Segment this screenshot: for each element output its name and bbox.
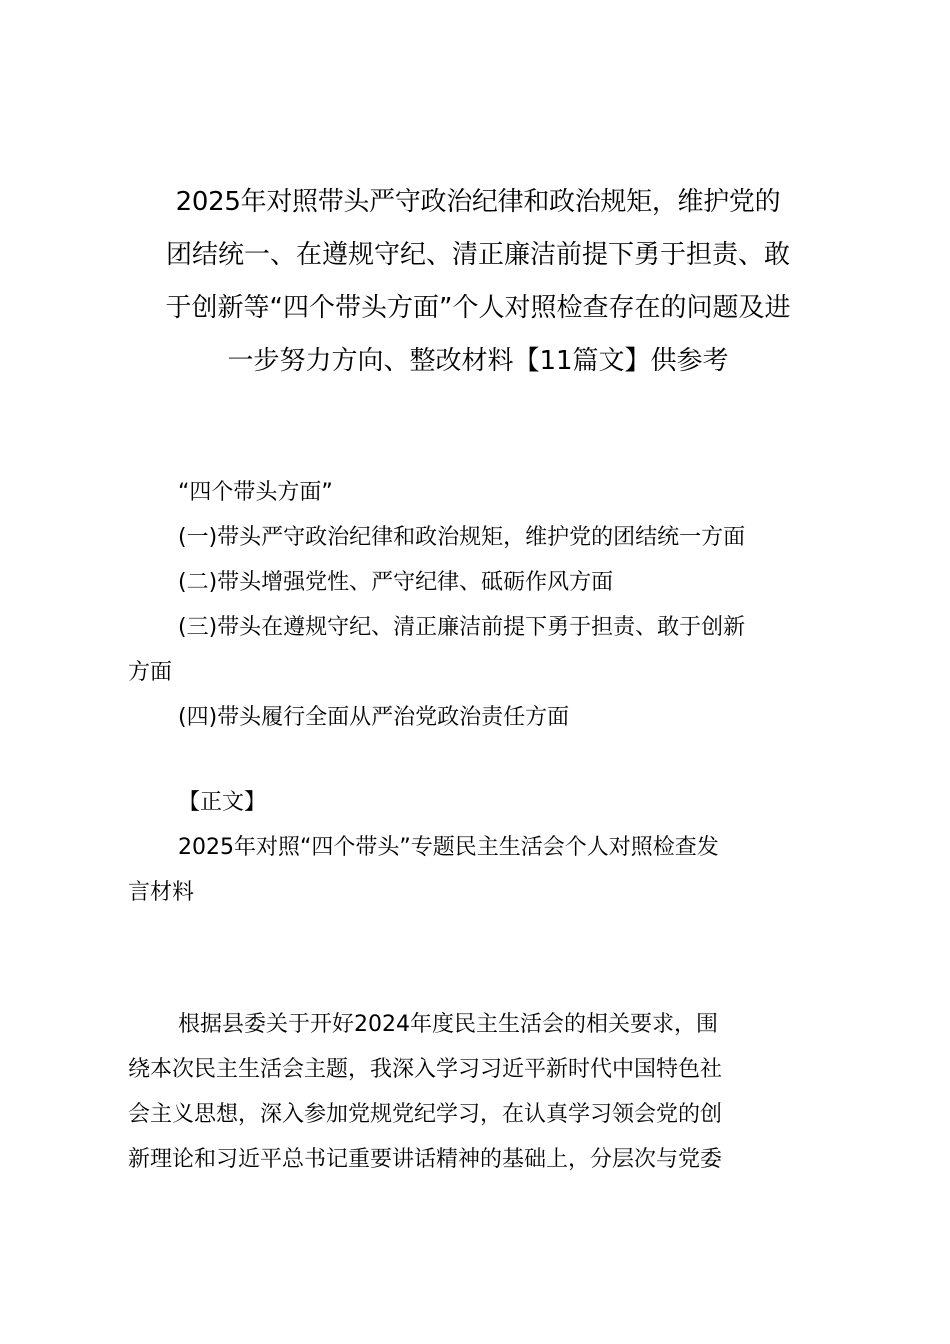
paragraph-line: 绕本次民主生活会主题，我深入学习习近平新时代中国特色社 <box>128 1057 723 1082</box>
title-line: 一步努力方向、整改材料【11篇文】供参考 <box>227 346 729 376</box>
body-intro-section <box>128 780 820 915</box>
title-line: 于创新等“四个带头方面”个人对照检查存在的问题及进 <box>165 293 791 323</box>
paragraph-line: 会主义思想，深入参加党规党纪学习，在认真学习领会党的创 <box>128 1102 723 1127</box>
body-subtitle-continued: 言材料 <box>128 880 195 905</box>
aspect-item-2: (二)带头增强党性、严守纪律、砥砺作风方面 <box>178 570 614 595</box>
aspect-item-3-continued: 方面 <box>128 660 173 685</box>
body-paragraph <box>128 1002 820 1182</box>
aspect-item-3: (三)带头在遵规守纪、清正廉洁前提下勇于担责、敢于创新 <box>178 615 746 640</box>
aspect-item-1: (一)带头严守政治纪律和政治规矩，维护党的团结统一方面 <box>178 525 746 550</box>
aspect-item-4: (四)带头履行全面从严治党政治责任方面 <box>178 705 570 730</box>
title-line: 团结统一、在遵规守纪、清正廉洁前提下勇于担责、敢 <box>165 240 790 270</box>
body-subtitle: 2025年对照“四个带头”专题民主生活会个人对照检查发 <box>178 835 719 860</box>
aspects-heading: “四个带头方面” <box>178 480 333 505</box>
four-aspects-section <box>128 470 820 740</box>
paragraph-line: 新理论和习近平总书记重要讲话精神的基础上，分层次与党委 <box>128 1147 723 1172</box>
paragraph-line: 根据县委关于开好2024年度民主生活会的相关要求，围 <box>178 1012 718 1037</box>
title-line: 2025年对照带头严守政治纪律和政治规矩，维护党的 <box>175 187 781 217</box>
body-label: 【正文】 <box>178 790 267 815</box>
document-title <box>128 176 828 388</box>
